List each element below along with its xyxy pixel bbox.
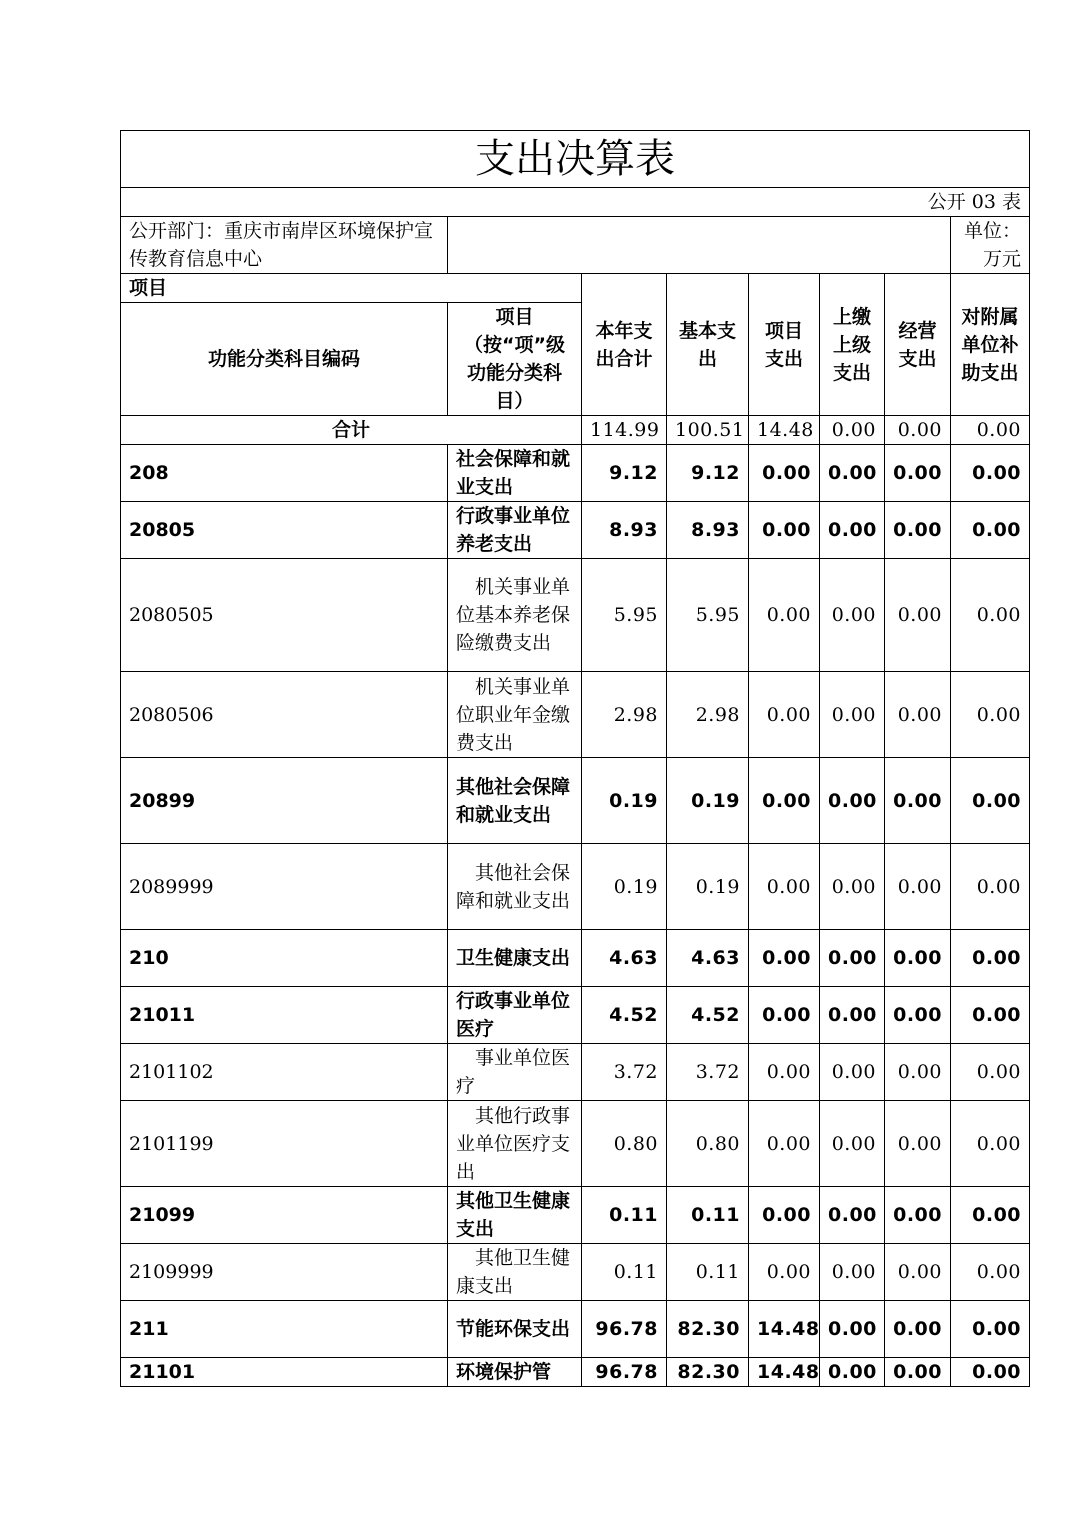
row-value: 0.00 <box>749 844 820 930</box>
total-value: 0.00 <box>885 416 951 445</box>
row-code: 21011 <box>121 987 448 1044</box>
header-upper: 上缴上级支出 <box>820 274 885 416</box>
table-row <box>121 1301 1030 1358</box>
row-value: 0.00 <box>749 1187 820 1244</box>
total-value: 0.00 <box>951 416 1030 445</box>
row-value: 0.00 <box>885 1101 951 1187</box>
row-value: 0.11 <box>667 1244 749 1301</box>
table-row <box>121 1358 1030 1387</box>
header-code: 功能分类科目编码 <box>121 303 448 416</box>
row-value: 0.00 <box>885 559 951 672</box>
row-value: 0.00 <box>820 559 885 672</box>
table-number: 公开 03 表 <box>121 188 1030 217</box>
row-value: 82.30 <box>667 1301 749 1358</box>
row-name: 行政事业单位养老支出 <box>448 502 582 559</box>
row-name: 节能环保支出 <box>448 1301 582 1358</box>
table-row <box>121 987 1030 1044</box>
row-name: 其他行政事业单位医疗支出 <box>448 1101 582 1187</box>
row-value: 8.93 <box>582 502 667 559</box>
table-row <box>121 1244 1030 1301</box>
row-name: 其他社会保障和就业支出 <box>448 758 582 844</box>
row-code: 2101199 <box>121 1101 448 1187</box>
row-code: 20805 <box>121 502 448 559</box>
header-basic: 基本支出 <box>667 274 749 416</box>
table-row <box>121 672 1030 758</box>
row-value: 0.00 <box>951 445 1030 502</box>
row-value: 4.63 <box>667 930 749 987</box>
total-value: 0.00 <box>820 416 885 445</box>
row-value: 0.00 <box>951 1301 1030 1358</box>
row-value: 0.00 <box>951 987 1030 1044</box>
row-value: 5.95 <box>667 559 749 672</box>
row-value: 0.00 <box>820 758 885 844</box>
department-label: 公开部门：重庆市南岸区环境保护宣传教育信息中心 <box>121 217 448 274</box>
row-value: 0.00 <box>885 930 951 987</box>
row-code: 2080505 <box>121 559 448 672</box>
row-value: 2.98 <box>667 672 749 758</box>
row-value: 4.52 <box>667 987 749 1044</box>
row-value: 0.00 <box>749 930 820 987</box>
row-value: 0.00 <box>951 930 1030 987</box>
row-value: 0.00 <box>820 1101 885 1187</box>
row-name: 其他卫生健康支出 <box>448 1187 582 1244</box>
row-value: 0.00 <box>820 1301 885 1358</box>
row-code: 2080506 <box>121 672 448 758</box>
table-row <box>121 844 1030 930</box>
row-name: 机关事业单位基本养老保险缴费支出 <box>448 559 582 672</box>
row-value: 0.00 <box>749 1101 820 1187</box>
row-value: 0.00 <box>885 987 951 1044</box>
row-code: 208 <box>121 445 448 502</box>
row-value: 0.00 <box>820 502 885 559</box>
row-value: 0.19 <box>582 844 667 930</box>
row-value: 0.00 <box>951 758 1030 844</box>
row-value: 0.00 <box>951 1101 1030 1187</box>
row-value: 2.98 <box>582 672 667 758</box>
row-code: 21099 <box>121 1187 448 1244</box>
row-name: 社会保障和就业支出 <box>448 445 582 502</box>
row-value: 0.19 <box>582 758 667 844</box>
row-name: 行政事业单位医疗 <box>448 987 582 1044</box>
row-code: 2109999 <box>121 1244 448 1301</box>
header-project-expense: 项目支出 <box>749 274 820 416</box>
row-value: 0.00 <box>951 672 1030 758</box>
row-value: 0.00 <box>820 1044 885 1101</box>
row-code: 20899 <box>121 758 448 844</box>
row-value: 4.63 <box>582 930 667 987</box>
row-code: 2089999 <box>121 844 448 930</box>
total-value: 114.99 <box>582 416 667 445</box>
row-value: 0.11 <box>582 1244 667 1301</box>
row-value: 0.00 <box>951 1358 1030 1387</box>
row-value: 4.52 <box>582 987 667 1044</box>
row-value: 0.80 <box>582 1101 667 1187</box>
row-value: 96.78 <box>582 1358 667 1387</box>
row-value: 0.00 <box>820 1244 885 1301</box>
blank-cell <box>448 217 951 274</box>
row-value: 3.72 <box>667 1044 749 1101</box>
row-value: 0.00 <box>749 672 820 758</box>
header-item: 项目（按“项”级功能分类科目） <box>448 303 582 416</box>
row-code: 21101 <box>121 1358 448 1387</box>
table-row <box>121 445 1030 502</box>
row-value: 0.00 <box>951 1244 1030 1301</box>
row-code: 211 <box>121 1301 448 1358</box>
row-value: 0.00 <box>885 1187 951 1244</box>
row-value: 0.00 <box>951 1187 1030 1244</box>
row-value: 0.00 <box>820 672 885 758</box>
row-value: 0.00 <box>820 445 885 502</box>
header-business: 经营支出 <box>885 274 951 416</box>
row-value: 0.00 <box>885 1301 951 1358</box>
table-title: 支出决算表 <box>121 131 1030 188</box>
total-label: 合计 <box>121 416 582 445</box>
row-name: 卫生健康支出 <box>448 930 582 987</box>
expenditure-table <box>120 130 1030 1387</box>
row-value: 0.00 <box>885 844 951 930</box>
row-name: 机关事业单位职业年金缴费支出 <box>448 672 582 758</box>
row-name: 环境保护管 <box>448 1358 582 1387</box>
row-name: 事业单位医疗 <box>448 1044 582 1101</box>
header-total: 本年支出合计 <box>582 274 667 416</box>
row-code: 2101102 <box>121 1044 448 1101</box>
row-value: 0.11 <box>667 1187 749 1244</box>
row-value: 82.30 <box>667 1358 749 1387</box>
row-value: 0.00 <box>885 672 951 758</box>
row-value: 96.78 <box>582 1301 667 1358</box>
row-value: 0.00 <box>749 559 820 672</box>
row-value: 5.95 <box>582 559 667 672</box>
row-value: 0.00 <box>820 987 885 1044</box>
row-value: 0.11 <box>582 1187 667 1244</box>
row-value: 0.00 <box>885 758 951 844</box>
table-row <box>121 1101 1030 1187</box>
total-value: 100.51 <box>667 416 749 445</box>
total-value: 14.48 <box>749 416 820 445</box>
row-value: 0.00 <box>885 502 951 559</box>
row-value: 0.00 <box>820 930 885 987</box>
row-value: 0.00 <box>749 987 820 1044</box>
row-value: 0.00 <box>885 445 951 502</box>
row-value: 0.00 <box>749 445 820 502</box>
row-value: 0.00 <box>820 844 885 930</box>
unit-label: 单位：万元 <box>951 217 1030 274</box>
row-value: 0.00 <box>749 758 820 844</box>
row-code: 210 <box>121 930 448 987</box>
row-value: 0.00 <box>820 1358 885 1387</box>
row-value: 0.00 <box>749 502 820 559</box>
row-name: 其他卫生健康支出 <box>448 1244 582 1301</box>
table-row <box>121 930 1030 987</box>
row-value: 0.00 <box>951 502 1030 559</box>
table-row <box>121 758 1030 844</box>
row-value: 14.48 <box>749 1301 820 1358</box>
row-value: 0.00 <box>820 1187 885 1244</box>
table-row <box>121 1044 1030 1101</box>
row-value: 0.00 <box>885 1244 951 1301</box>
header-subsidy: 对附属单位补助支出 <box>951 274 1030 416</box>
row-value: 0.00 <box>951 1044 1030 1101</box>
row-value: 0.19 <box>667 758 749 844</box>
row-value: 0.80 <box>667 1101 749 1187</box>
table-row <box>121 502 1030 559</box>
table-row <box>121 559 1030 672</box>
row-value: 14.48 <box>749 1358 820 1387</box>
row-value: 8.93 <box>667 502 749 559</box>
row-value: 0.00 <box>885 1044 951 1101</box>
row-value: 0.00 <box>749 1244 820 1301</box>
row-value: 0.00 <box>749 1044 820 1101</box>
table-row <box>121 1187 1030 1244</box>
row-value: 3.72 <box>582 1044 667 1101</box>
row-value: 9.12 <box>667 445 749 502</box>
row-name: 其他社会保障和就业支出 <box>448 844 582 930</box>
total-row <box>121 416 1030 445</box>
row-value: 9.12 <box>582 445 667 502</box>
row-value: 0.00 <box>951 844 1030 930</box>
row-value: 0.19 <box>667 844 749 930</box>
row-value: 0.00 <box>951 559 1030 672</box>
row-value: 0.00 <box>885 1358 951 1387</box>
header-project: 项目 <box>121 274 582 303</box>
